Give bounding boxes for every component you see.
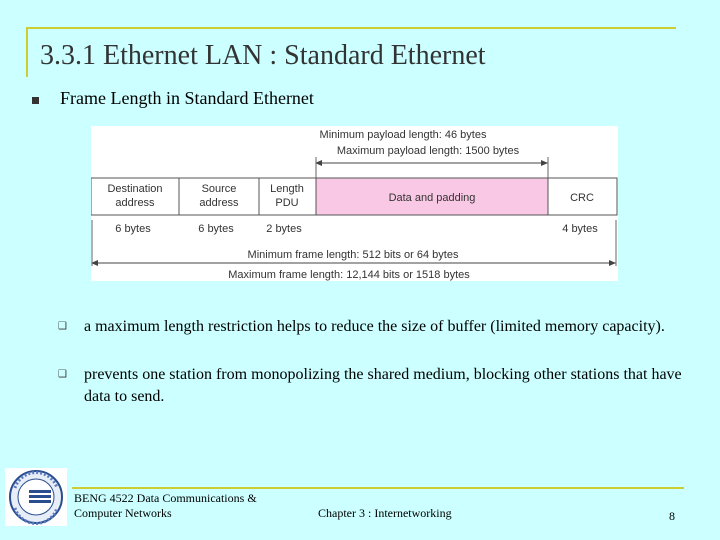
title-rule-top [27,27,676,29]
field-destination-line1: Destination [107,183,163,195]
university-seal-logo [5,468,67,526]
min-payload-label: Minimum payload length: 46 bytes [319,129,487,141]
size-source: 6 bytes [198,223,234,235]
ethernet-frame-diagram [91,126,618,281]
footer-chapter: Chapter 3 : Internetworking [318,506,452,520]
size-length: 2 bytes [266,223,302,235]
size-crc: 4 bytes [562,223,598,235]
max-payload-label: Maximum payload length: 1500 bytes [336,145,520,157]
footer-rule [72,487,684,489]
field-crc-label: CRC [570,192,594,204]
field-source-line1: Source [201,183,237,195]
max-frame-label: Maximum frame length: 12,144 bits or 1518 bytes [228,269,470,281]
field-length-line2: PDU [275,197,299,209]
square-bullet-icon [32,97,39,104]
footer-course: BENG 4522 Data Communications & Computer Networks [74,491,257,520]
title-rule-left [26,27,28,77]
field-length-line1: Length [270,183,304,195]
sub-bullet-buffer: a maximum length restriction helps to reduce the size of buffer (limited memory capacity). [84,318,665,335]
min-frame-label: Minimum frame length: 512 bits or 64 bytes [247,249,459,261]
size-destination: 6 bytes [115,223,151,235]
sub-bullet-monopolizing: prevents one station from monopolizing the shared medium, blocking other stations that have data to send. [84,366,682,405]
slide-title: 3.3.1 Ethernet LAN : Standard Ethernet [40,40,486,71]
hollow-square-bullet-icon: ❑ [58,369,67,380]
bullet-frame-length: Frame Length in Standard Ethernet [60,88,314,108]
hollow-square-bullet-icon: ❑ [58,321,67,332]
field-source-line2: address [199,197,239,209]
field-destination-line2: address [115,197,155,209]
field-data-label: Data and padding [388,192,476,204]
page-number: 8 [669,509,675,523]
